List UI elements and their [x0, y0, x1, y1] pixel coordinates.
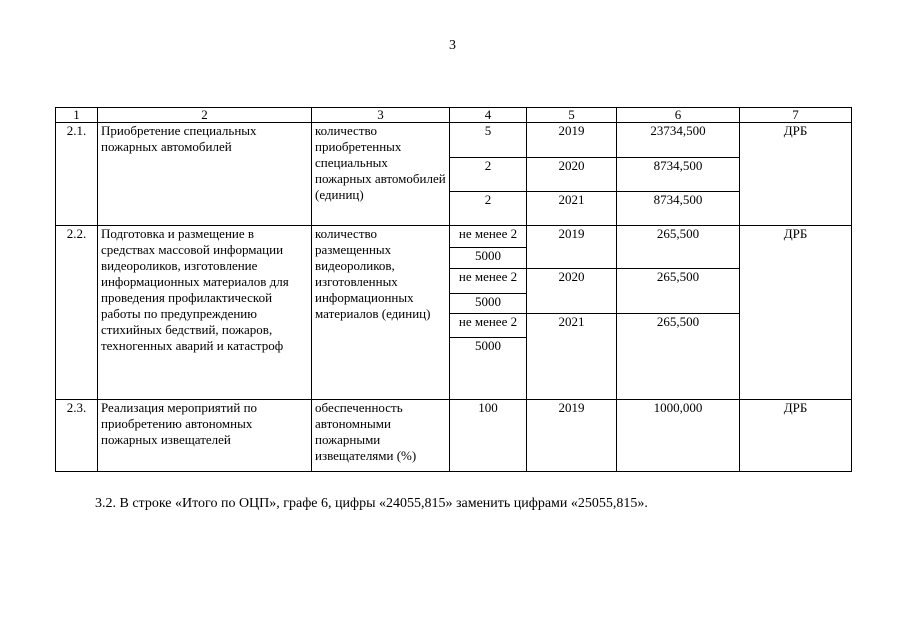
column-header: 6	[617, 108, 740, 123]
table-row	[56, 123, 852, 158]
funding-source: ДРБ	[740, 400, 852, 472]
year-cell: 2021	[527, 314, 617, 400]
indicator-value: 2	[450, 192, 527, 226]
funding-source: ДРБ	[740, 123, 852, 226]
amount-cell: 8734,500	[617, 158, 740, 192]
table-row	[56, 226, 852, 248]
column-header: 2	[98, 108, 312, 123]
column-header: 7	[740, 108, 852, 123]
column-header: 5	[527, 108, 617, 123]
indicator-name: количество приобретенных специальных пожарных автомобилей (единиц)	[312, 123, 450, 226]
column-header: 3	[312, 108, 450, 123]
year-cell: 2019	[527, 226, 617, 269]
funding-source: ДРБ	[740, 226, 852, 400]
amendment-note: 3.2. В строке «Итого по ОЦП», графе 6, цифры «24055,815» заменить цифрами «25055,815».	[95, 496, 648, 511]
indicator-name: количество размещенных видеороликов, изготовленных информационных материалов (единиц)	[312, 226, 450, 400]
amount-cell: 265,500	[617, 314, 740, 400]
program-table	[55, 107, 852, 472]
year-cell: 2019	[527, 400, 617, 472]
indicator-value: 5000	[450, 248, 527, 269]
indicator-value: 5000	[450, 294, 527, 314]
indicator-value: не менее 2	[450, 314, 527, 338]
indicator-value: 2	[450, 158, 527, 192]
activity-name: Приобретение специальных пожарных автомобилей	[98, 123, 312, 226]
indicator-value: 100	[450, 400, 527, 472]
column-header: 1	[56, 108, 98, 123]
amount-cell: 1000,000	[617, 400, 740, 472]
indicator-value: 5	[450, 123, 527, 158]
year-cell: 2020	[527, 269, 617, 314]
year-cell: 2019	[527, 123, 617, 158]
indicator-name: обеспеченность автономными пожарными извещателями (%)	[312, 400, 450, 472]
year-cell: 2021	[527, 192, 617, 226]
indicator-value: не менее 2	[450, 269, 527, 294]
table-header-row	[56, 108, 852, 123]
amount-cell: 265,500	[617, 269, 740, 314]
amount-cell: 265,500	[617, 226, 740, 269]
column-header: 4	[450, 108, 527, 123]
amount-cell: 8734,500	[617, 192, 740, 226]
amount-cell: 23734,500	[617, 123, 740, 158]
year-cell: 2020	[527, 158, 617, 192]
activity-name: Подготовка и размещение в средствах массовой информации видеороликов, изготовление информационных материалов для проведения профилактической работы по предупреждению стихийных бедствий, пожаров, техногенных аварий и катастроф	[98, 226, 312, 400]
row-number: 2.1.	[56, 123, 98, 226]
indicator-value: 5000	[450, 338, 527, 400]
page-number: 3	[449, 38, 456, 53]
activity-name: Реализация мероприятий по приобретению автономных пожарных извещателей	[98, 400, 312, 472]
indicator-value: не менее 2	[450, 226, 527, 248]
row-number: 2.2.	[56, 226, 98, 400]
table-row	[56, 400, 852, 472]
row-number: 2.3.	[56, 400, 98, 472]
